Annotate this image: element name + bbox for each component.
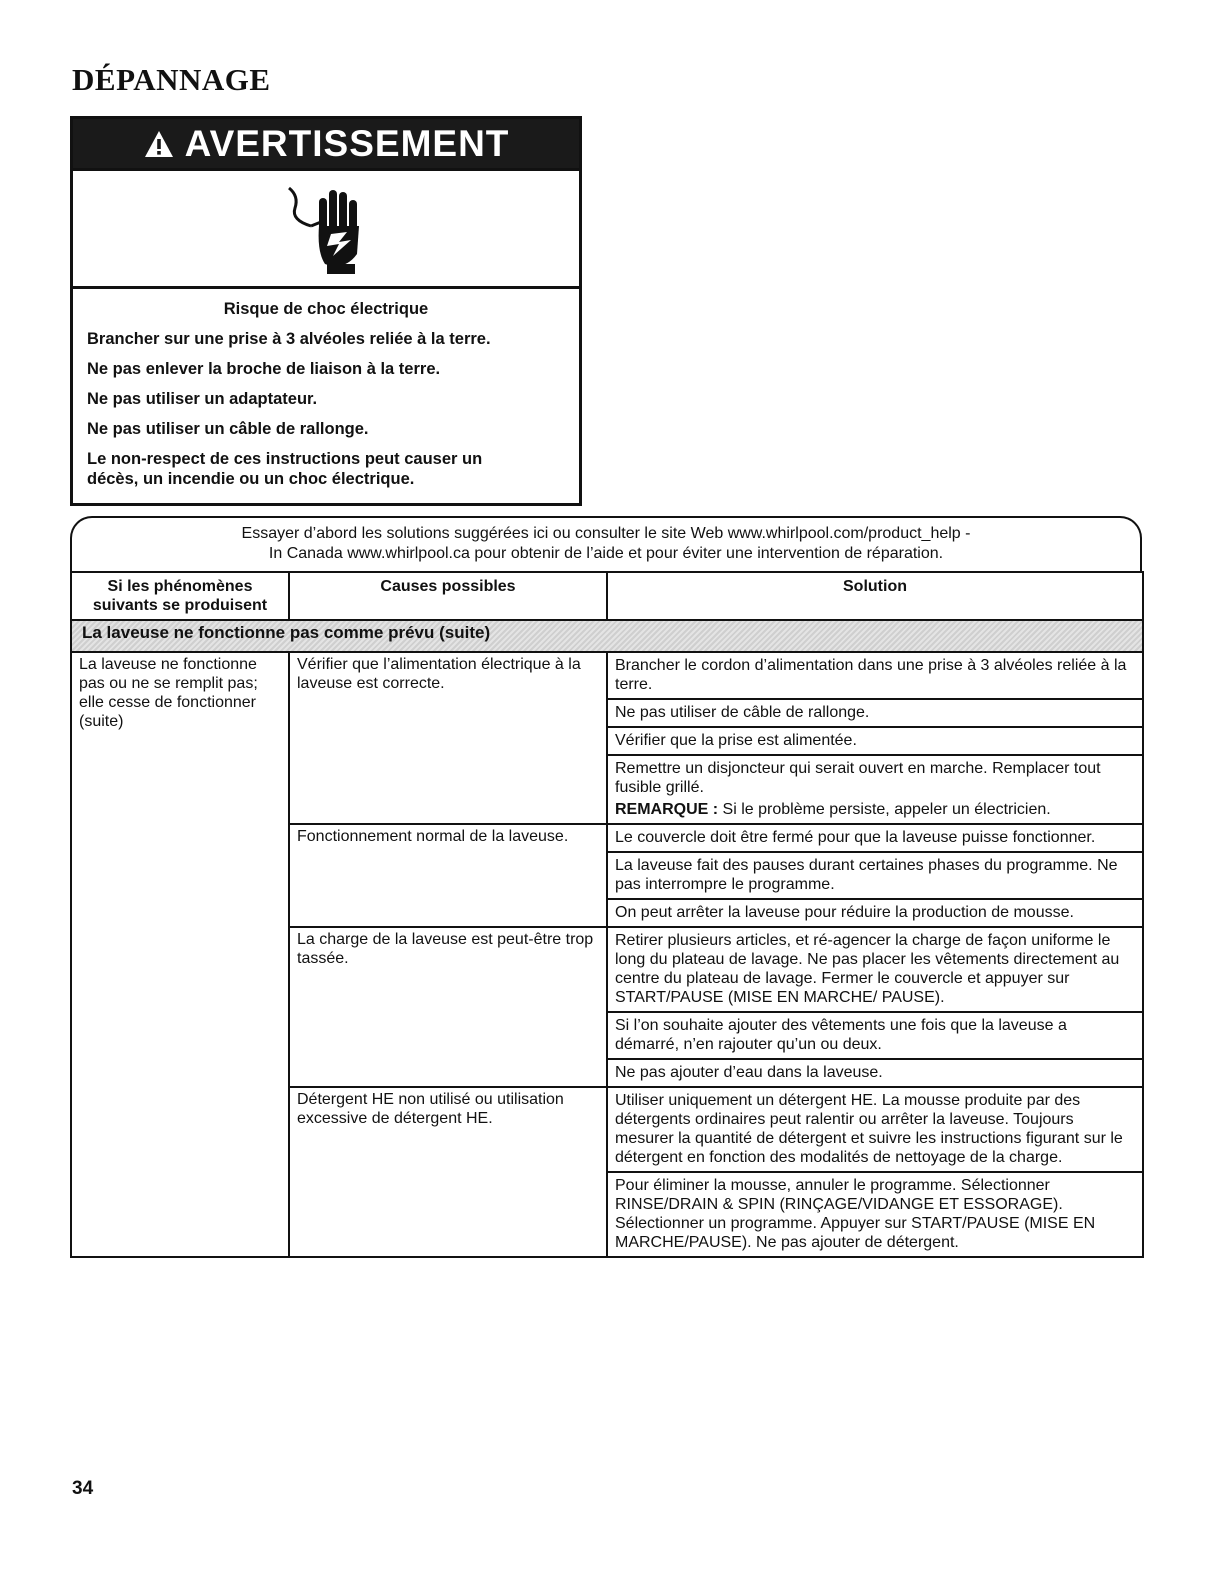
warning-line: Ne pas enlever la broche de liaison à la terre.	[87, 360, 441, 378]
warning-banner	[73, 119, 579, 171]
warning-pictogram	[73, 171, 579, 289]
warning-line: Ne pas utiliser un adaptateur.	[87, 390, 318, 408]
header-causes: Causes possibles	[289, 572, 607, 620]
section-title: La laveuse ne fonctionne pas comme prévu (suite)	[71, 620, 1143, 652]
table-header-row	[71, 572, 1143, 620]
cause-cell: Fonctionnement normal de la laveuse.	[289, 824, 607, 927]
warning-risk: Risque de choc électrique	[223, 300, 429, 318]
solution-text: Remettre un disjoncteur qui serait ouvert en marche. Remplacer tout fusible grillé.	[615, 760, 1101, 796]
solution-item: Vérifier que la prise est alimentée.	[608, 728, 1142, 756]
solution-cell	[607, 824, 1143, 927]
intro-line: In Canada www.whirlpool.ca pour obtenir de l’aide et pour éviter une intervention de réparation.	[268, 545, 944, 562]
solution-item: Retirer plusieurs articles, et ré-agencer la charge de façon uniforme le long du plateau de lavage. Ne pas placer les vêtements directement au centre du plateau de lavage. Fermer le couvercle et appuyer sur START/PAUSE (MISE EN MARCHE/ PAUSE).	[608, 928, 1142, 1013]
electric-shock-hand-icon	[281, 176, 371, 281]
solution-item: Si l’on souhaite ajouter des vêtements une fois que la laveuse a démarré, n’en rajouter qu’un ou deux.	[608, 1013, 1142, 1060]
troubleshooting-table	[70, 571, 1144, 1258]
solution-item: Pour éliminer la mousse, annuler le programme. Sélectionner RINSE/DRAIN & SPIN (RINÇAGE/VIDANGE ET ESSORAGE). Sélectionner un programme. Appuyer sur START/PAUSE (MISE EN MARCHE/PAUSE). Ne pas ajouter de détergent.	[615, 1177, 1096, 1251]
solution-cell	[607, 1087, 1143, 1257]
problem-cell: La laveuse ne fonctionne pas ou ne se remplit pas; elle cesse de fonctionner (suite)	[71, 652, 289, 1257]
note-label: REMARQUE :	[615, 801, 719, 818]
solution-item: On peut arrêter la laveuse pour réduire la production de mousse.	[615, 904, 1074, 921]
cause-cell: Vérifier que l’alimentation électrique à la laveuse est correcte.	[289, 652, 607, 824]
solution-item: Utiliser uniquement un détergent HE. La mousse produite par des détergents ordinaires peut ralentir ou arrêter la laveuse. Toujours mesurer la quantité de détergent et suivre les instructions figurant sur le détergent en fonction des modalités de nettoyage de la charge.	[608, 1088, 1142, 1173]
solution-cell	[607, 927, 1143, 1087]
troubleshooting-section	[70, 516, 1142, 1258]
warning-line: Brancher sur une prise à 3 alvéoles reliée à la terre.	[87, 330, 491, 348]
solution-item: Brancher le cordon d’alimentation dans une prise à 3 alvéoles reliée à la terre.	[608, 653, 1142, 700]
solution-item: Ne pas utiliser de câble de rallonge.	[608, 700, 1142, 728]
warning-title: AVERTISSEMENT	[184, 122, 510, 164]
solution-item: Le couvercle doit être fermé pour que la laveuse puisse fonctionner.	[608, 825, 1142, 853]
page-number: 34	[72, 1478, 94, 1499]
solution-item: La laveuse fait des pauses durant certaines phases du programme. Ne pas interrompre le programme.	[608, 853, 1142, 900]
solution-cell	[607, 652, 1143, 824]
solution-item: Ne pas ajouter d’eau dans la laveuse.	[615, 1064, 883, 1081]
warning-line: Ne pas utiliser un câble de rallonge.	[87, 420, 369, 438]
warning-box	[70, 116, 582, 506]
solution-note	[615, 800, 1135, 819]
section-row	[71, 620, 1143, 652]
page-title: DÉPANNAGE	[72, 62, 271, 97]
warning-text	[73, 289, 579, 489]
warning-line: Le non-respect de ces instructions peut causer un décès, un incendie ou un choc électrique.	[87, 450, 483, 488]
cause-cell: La charge de la laveuse est peut-être trop tassée.	[289, 927, 607, 1087]
note-text: Si le problème persiste, appeler un électricien.	[718, 801, 1051, 818]
solution-item-with-note	[608, 756, 1142, 823]
intro-line: Essayer d’abord les solutions suggérées ici ou consulter le site Web www.whirlpool.com/product_help -	[241, 525, 971, 542]
cause-cell: Détergent HE non utilisé ou utilisation excessive de détergent HE.	[289, 1087, 607, 1257]
troubleshooting-intro	[70, 516, 1142, 571]
warning-triangle-icon	[143, 129, 175, 159]
header-solution: Solution	[607, 572, 1143, 620]
table-row	[71, 652, 1143, 824]
header-problem: Si les phénomènes suivants se produisent	[71, 572, 289, 620]
